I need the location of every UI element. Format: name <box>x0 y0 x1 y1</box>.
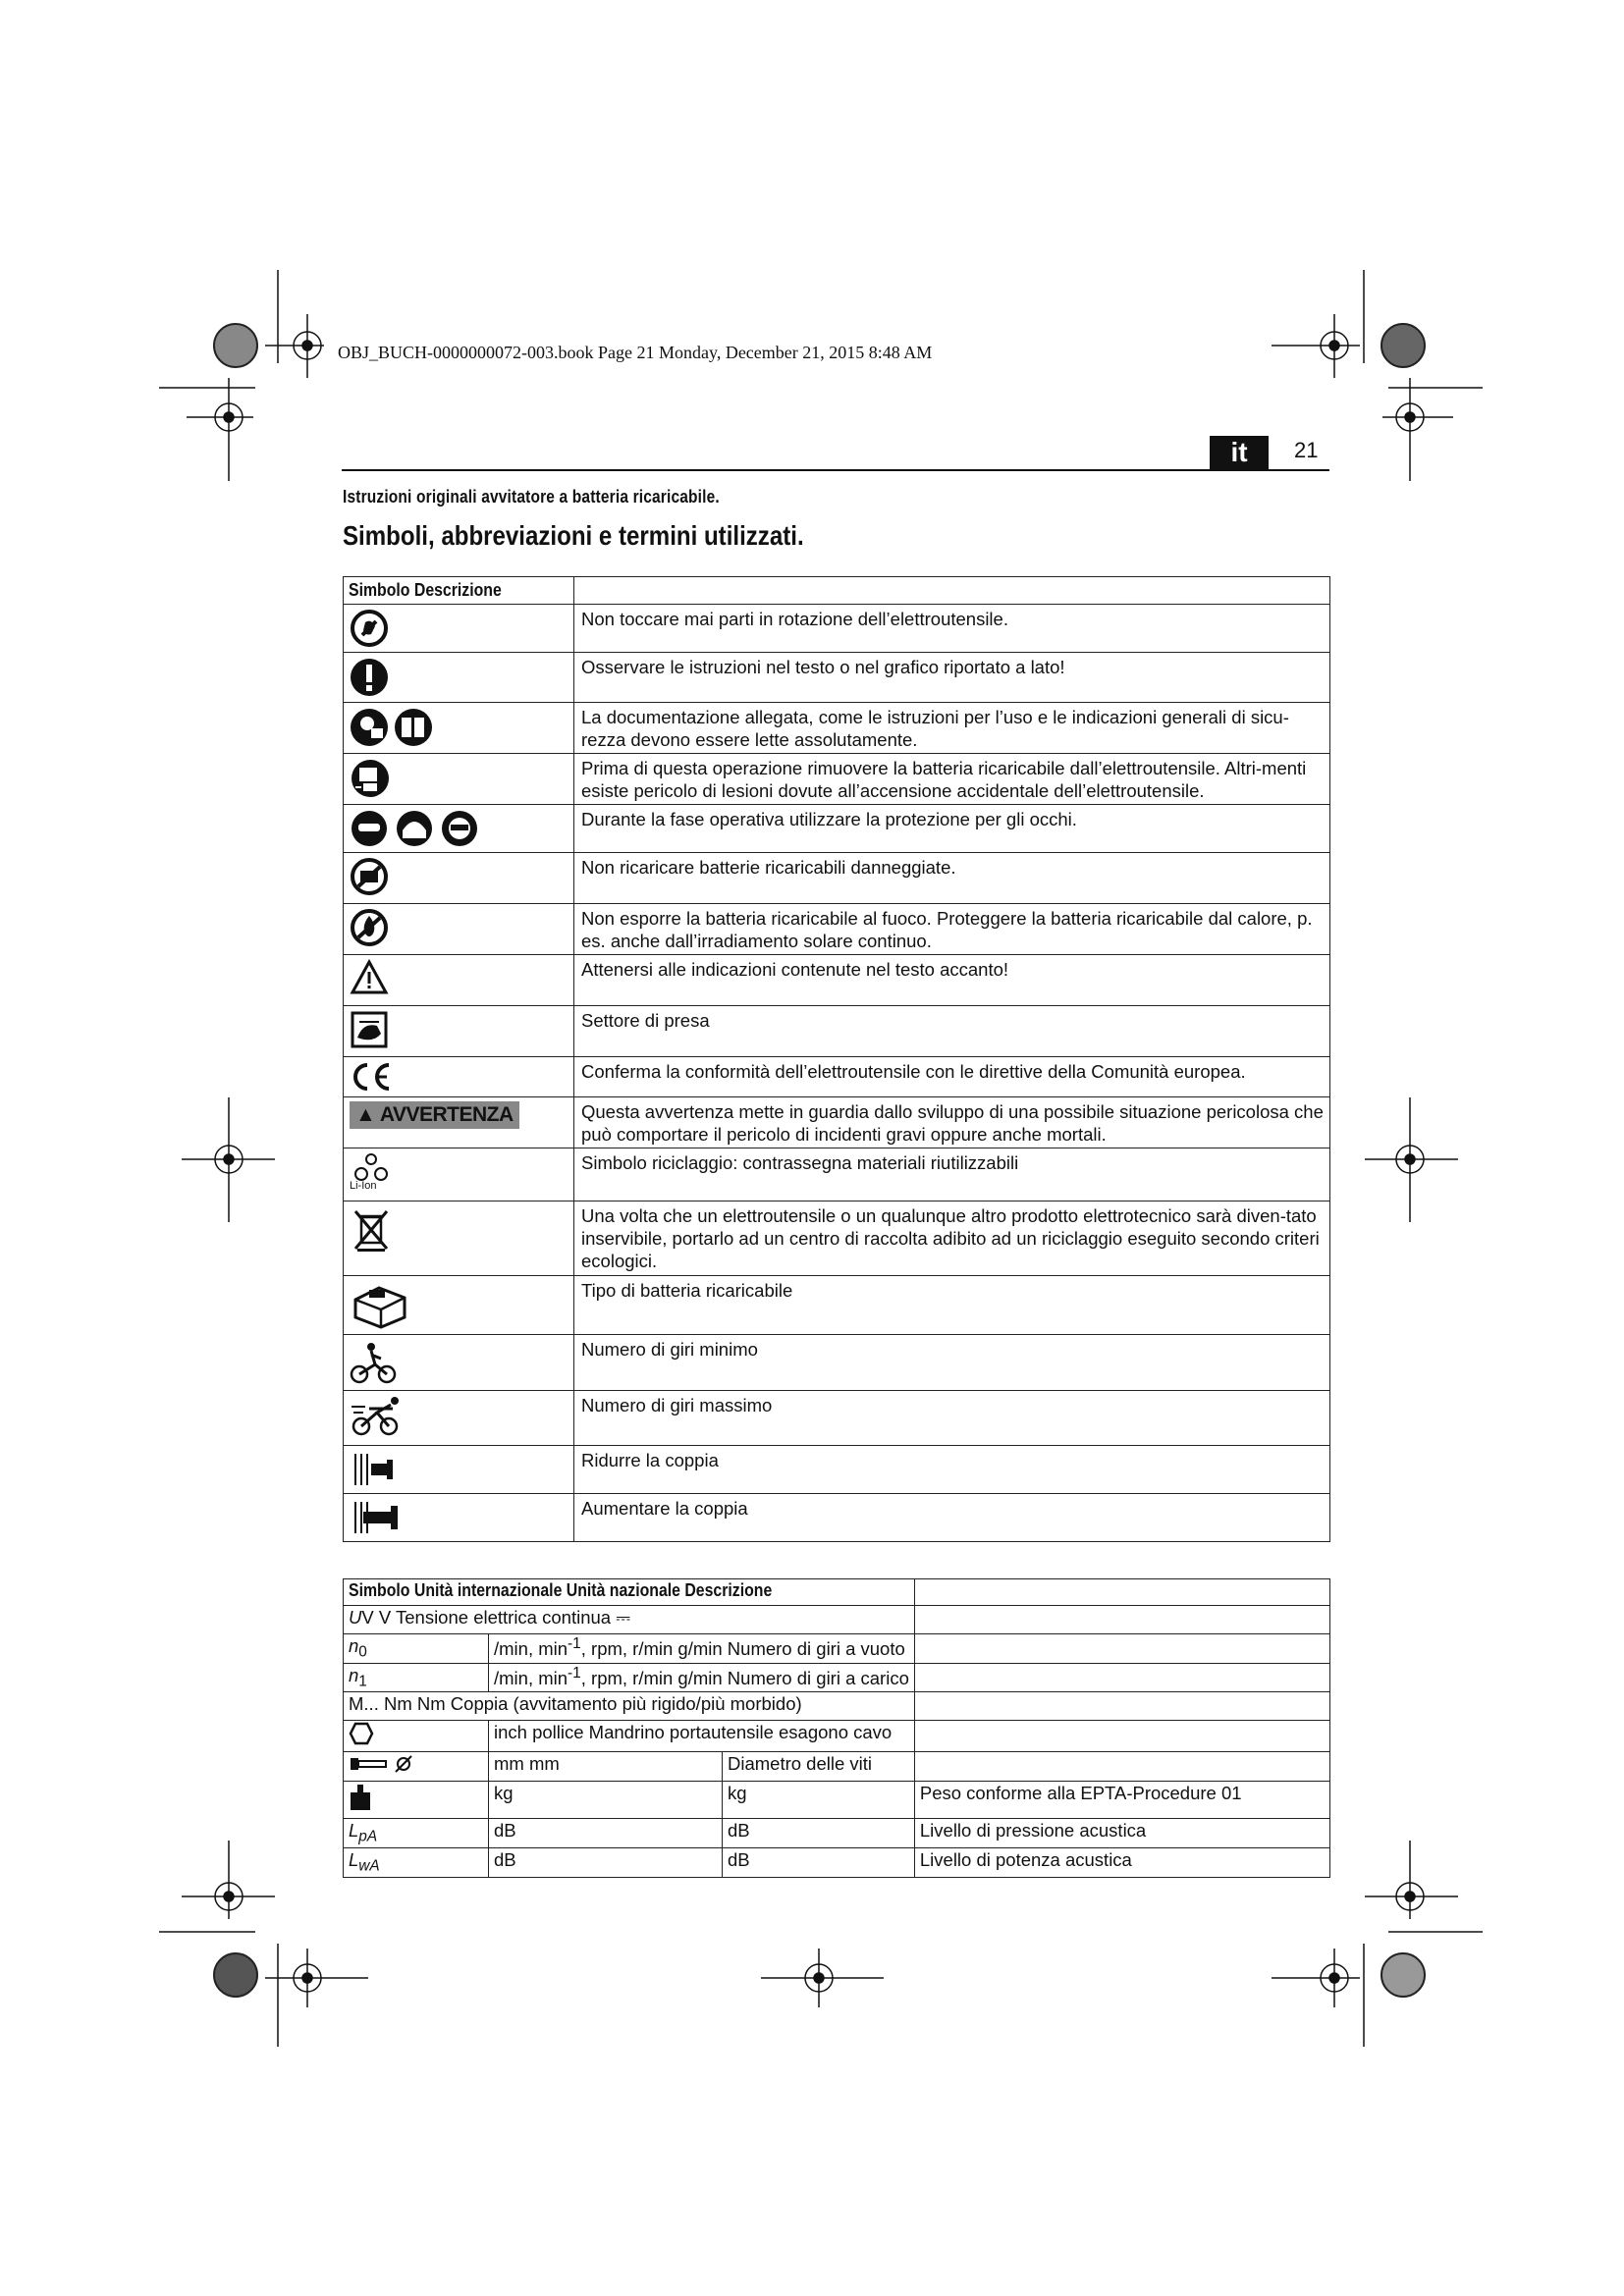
table-row: kg kg Peso conforme alla EPTA-Procedure 01 <box>344 1782 1330 1819</box>
symbol-table <box>343 576 1330 1542</box>
hexagon-icon <box>349 1722 374 1745</box>
table-row: mm mm Diametro delle viti <box>344 1752 1330 1782</box>
table-row <box>344 955 1330 1006</box>
row-text: Non toccare mai parti in rotazione dell’elettroutensile. <box>574 605 1330 653</box>
table-row <box>344 1276 1330 1335</box>
table-row <box>344 904 1330 955</box>
row-text: Prima di questa operazione rimuovere la batteria ricaricabile dall’elettroutensile. Altri-menti esiste pericolo di lesioni dovute all’accensione accidentale dell’elettroutensile. <box>574 754 1330 805</box>
table-row: M... Nm Nm Coppia (avvitamento più rigido/più morbido) <box>344 1692 1330 1721</box>
row-text: Non ricaricare batterie ricaricabili danneggiate. <box>574 853 1330 904</box>
table-row <box>344 1097 1330 1148</box>
slow-bike-icon <box>350 1339 399 1386</box>
fast-bike-icon <box>350 1395 405 1438</box>
warning-triangle-icon <box>350 959 389 996</box>
table-row: inch pollice Mandrino portautensile esagono cavo <box>344 1721 1330 1752</box>
reduce-torque-icon <box>350 1450 397 1489</box>
table-header: Simbolo Unità internazionale Unità nazionale Descrizione <box>344 1579 915 1606</box>
row-text: Simbolo riciclaggio: contrassegna materiali riutilizzabili <box>574 1148 1330 1201</box>
row-text: Numero di giri minimo <box>574 1335 1330 1391</box>
row-text: Non esporre la batteria ricaricabile al fuoco. Proteggere la batteria ricaricabile dal calore, p. es. anche dall’irradiamento solare continuo. <box>574 904 1330 955</box>
table-row: $L_{wA}$ dB dB Livello di potenza acustica <box>344 1848 1330 1878</box>
row-text: Una volta che un elettroutensile o un qualunque altro prodotto elettrotecnico sarà diven-tato inservibile, portarlo ad un centro di raccolta adibito ad un riciclaggio eseguito secondo criteri ecologici. <box>574 1201 1330 1276</box>
no-charge-damaged-battery-icon <box>350 857 389 896</box>
row-text: Numero di giri massimo <box>574 1391 1330 1446</box>
row-text: Durante la fase operativa utilizzare la protezione per gli occhi. <box>574 805 1330 853</box>
li-ion-label: Li-Ion <box>350 1180 377 1192</box>
header-rule <box>342 469 1329 471</box>
increase-torque-icon <box>350 1498 403 1537</box>
print-header-line: OBJ_BUCH-0000000072-003.book Page 21 Monday, December 21, 2015 8:48 AM <box>338 343 933 362</box>
table-row <box>344 1201 1330 1276</box>
screw-diameter-icon <box>349 1753 417 1775</box>
battery-pack-icon <box>350 1280 408 1329</box>
table-row <box>344 1006 1330 1057</box>
row-text: Osservare le istruzioni nel testo o nel grafico riportato a lato! <box>574 653 1330 703</box>
grip-area-icon <box>350 1010 389 1049</box>
row-text: Settore di presa <box>574 1006 1330 1057</box>
row-text: Ridurre la coppia <box>574 1446 1330 1494</box>
row-text: Tipo di batteria ricaricabile <box>574 1276 1330 1335</box>
table-row <box>344 1057 1330 1097</box>
table-row <box>344 605 1330 653</box>
crossed-bin-icon <box>350 1205 393 1253</box>
row-text: Aumentare la coppia <box>574 1494 1330 1542</box>
table-header-row <box>344 577 1330 605</box>
table-row <box>344 754 1330 805</box>
page-number: 21 <box>1294 438 1319 462</box>
no-fire-icon <box>350 908 389 947</box>
row-text: Conferma la conformità dell’elettroutensile con le direttive della Comunità europea. <box>574 1057 1330 1097</box>
remove-battery-icon <box>350 758 391 799</box>
table-row: UV V Tensione elettrica continua ⎓ <box>344 1606 1330 1634</box>
table-row <box>344 1148 1330 1201</box>
table-row: $n_1$ /min, $\min^{-1}$, rpm, r/min g/min Numero di giri a carico <box>344 1663 1330 1692</box>
row-text: Questa avvertenza mette in guardia dallo sviluppo di una possibile situazione pericolosa che può comportare il pericolo di incidenti gravi oppure anche mortali. <box>574 1097 1330 1148</box>
table-row <box>344 853 1330 904</box>
language-badge: it <box>1210 436 1269 469</box>
table-row <box>344 1446 1330 1494</box>
table-row <box>344 653 1330 703</box>
table-row: $L_{pA}$ dB dB Livello di pressione acustica <box>344 1819 1330 1848</box>
table-header: Simbolo Descrizione <box>344 577 574 605</box>
weight-icon <box>349 1783 372 1812</box>
table-row <box>344 1335 1330 1391</box>
row-text: La documentazione allegata, come le istruzioni per l’uso e le indicazioni generali di sicu-rezza devono essere lette assolutamente. <box>574 703 1330 754</box>
table-row <box>344 1494 1330 1542</box>
exclamation-icon <box>350 657 389 698</box>
ce-mark-icon <box>350 1061 395 1093</box>
table-header-row <box>344 1579 1330 1606</box>
eye-protection-icons <box>350 809 483 848</box>
no-touch-rotating-icon <box>350 609 389 648</box>
unit-table <box>343 1578 1330 1878</box>
avvertenza-label: ▲ AVVERTENZA <box>350 1101 519 1129</box>
row-text: Attenersi alle indicazioni contenute nel testo accanto! <box>574 955 1330 1006</box>
table-row <box>344 805 1330 853</box>
document-subtitle: Istruzioni originali avvitatore a batteria ricaricabile. <box>343 487 720 507</box>
dc-symbol: ⎓ <box>616 1607 630 1628</box>
table-row <box>344 1391 1330 1446</box>
table-row: $n_0$ /min, $\min^{-1}$, rpm, r/min g/min Numero di giri a vuoto <box>344 1634 1330 1664</box>
read-manual-icon <box>350 707 438 748</box>
section-title: Simboli, abbreviazioni e termini utilizzati. <box>343 520 804 551</box>
table-row <box>344 703 1330 754</box>
